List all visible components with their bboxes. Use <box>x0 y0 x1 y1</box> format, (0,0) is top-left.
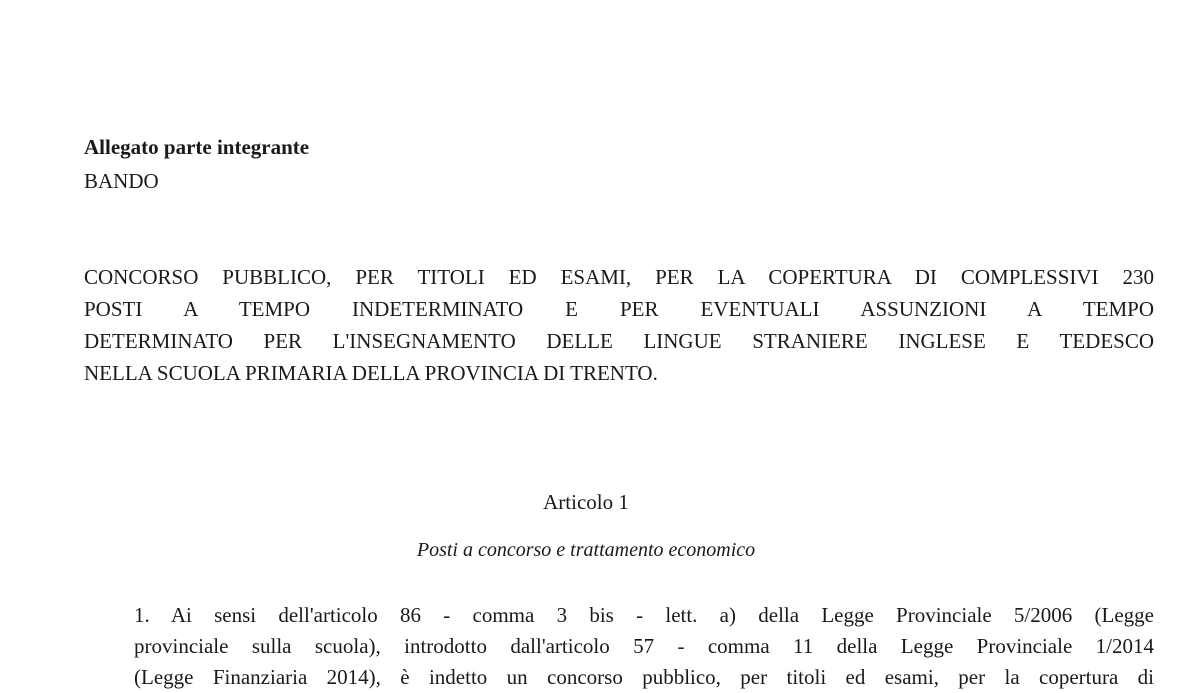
heading-line: POSTI A TEMPO INDETERMINATO E PER EVENTUALI ASSUNZIONI A TEMPO <box>84 297 1154 321</box>
document-type: BANDO <box>84 169 159 193</box>
paragraph-line: 1. Ai sensi dell'articolo 86 - comma 3 bis - lett. a) della Legge Provinciale 5/2006 (Legge <box>134 603 1154 627</box>
paragraph-line: provinciale sulla scuola), introdotto dall'articolo 57 - comma 11 della Legge Provinciale 1/2014 <box>134 634 1154 658</box>
article-number: Articolo 1 <box>543 490 629 514</box>
call-heading <box>84 261 1154 389</box>
heading-line: CONCORSO PUBBLICO, PER TITOLI ED ESAMI, PER LA COPERTURA DI COMPLESSIVI 230 <box>84 265 1154 289</box>
paragraph-line: (Legge Finanziaria 2014), è indetto un concorso pubblico, per titoli ed esami, per la copertura di <box>134 665 1154 689</box>
annex-title: Allegato parte integrante <box>84 135 310 159</box>
heading-line: DETERMINATO PER L'INSEGNAMENTO DELLE LINGUE STRANIERE INGLESE E TEDESCO <box>84 329 1154 353</box>
heading-line: NELLA SCUOLA PRIMARIA DELLA PROVINCIA DI TRENTO. <box>84 361 658 385</box>
article-title: Posti a concorso e trattamento economico <box>416 539 756 561</box>
article-paragraph <box>134 600 1154 693</box>
